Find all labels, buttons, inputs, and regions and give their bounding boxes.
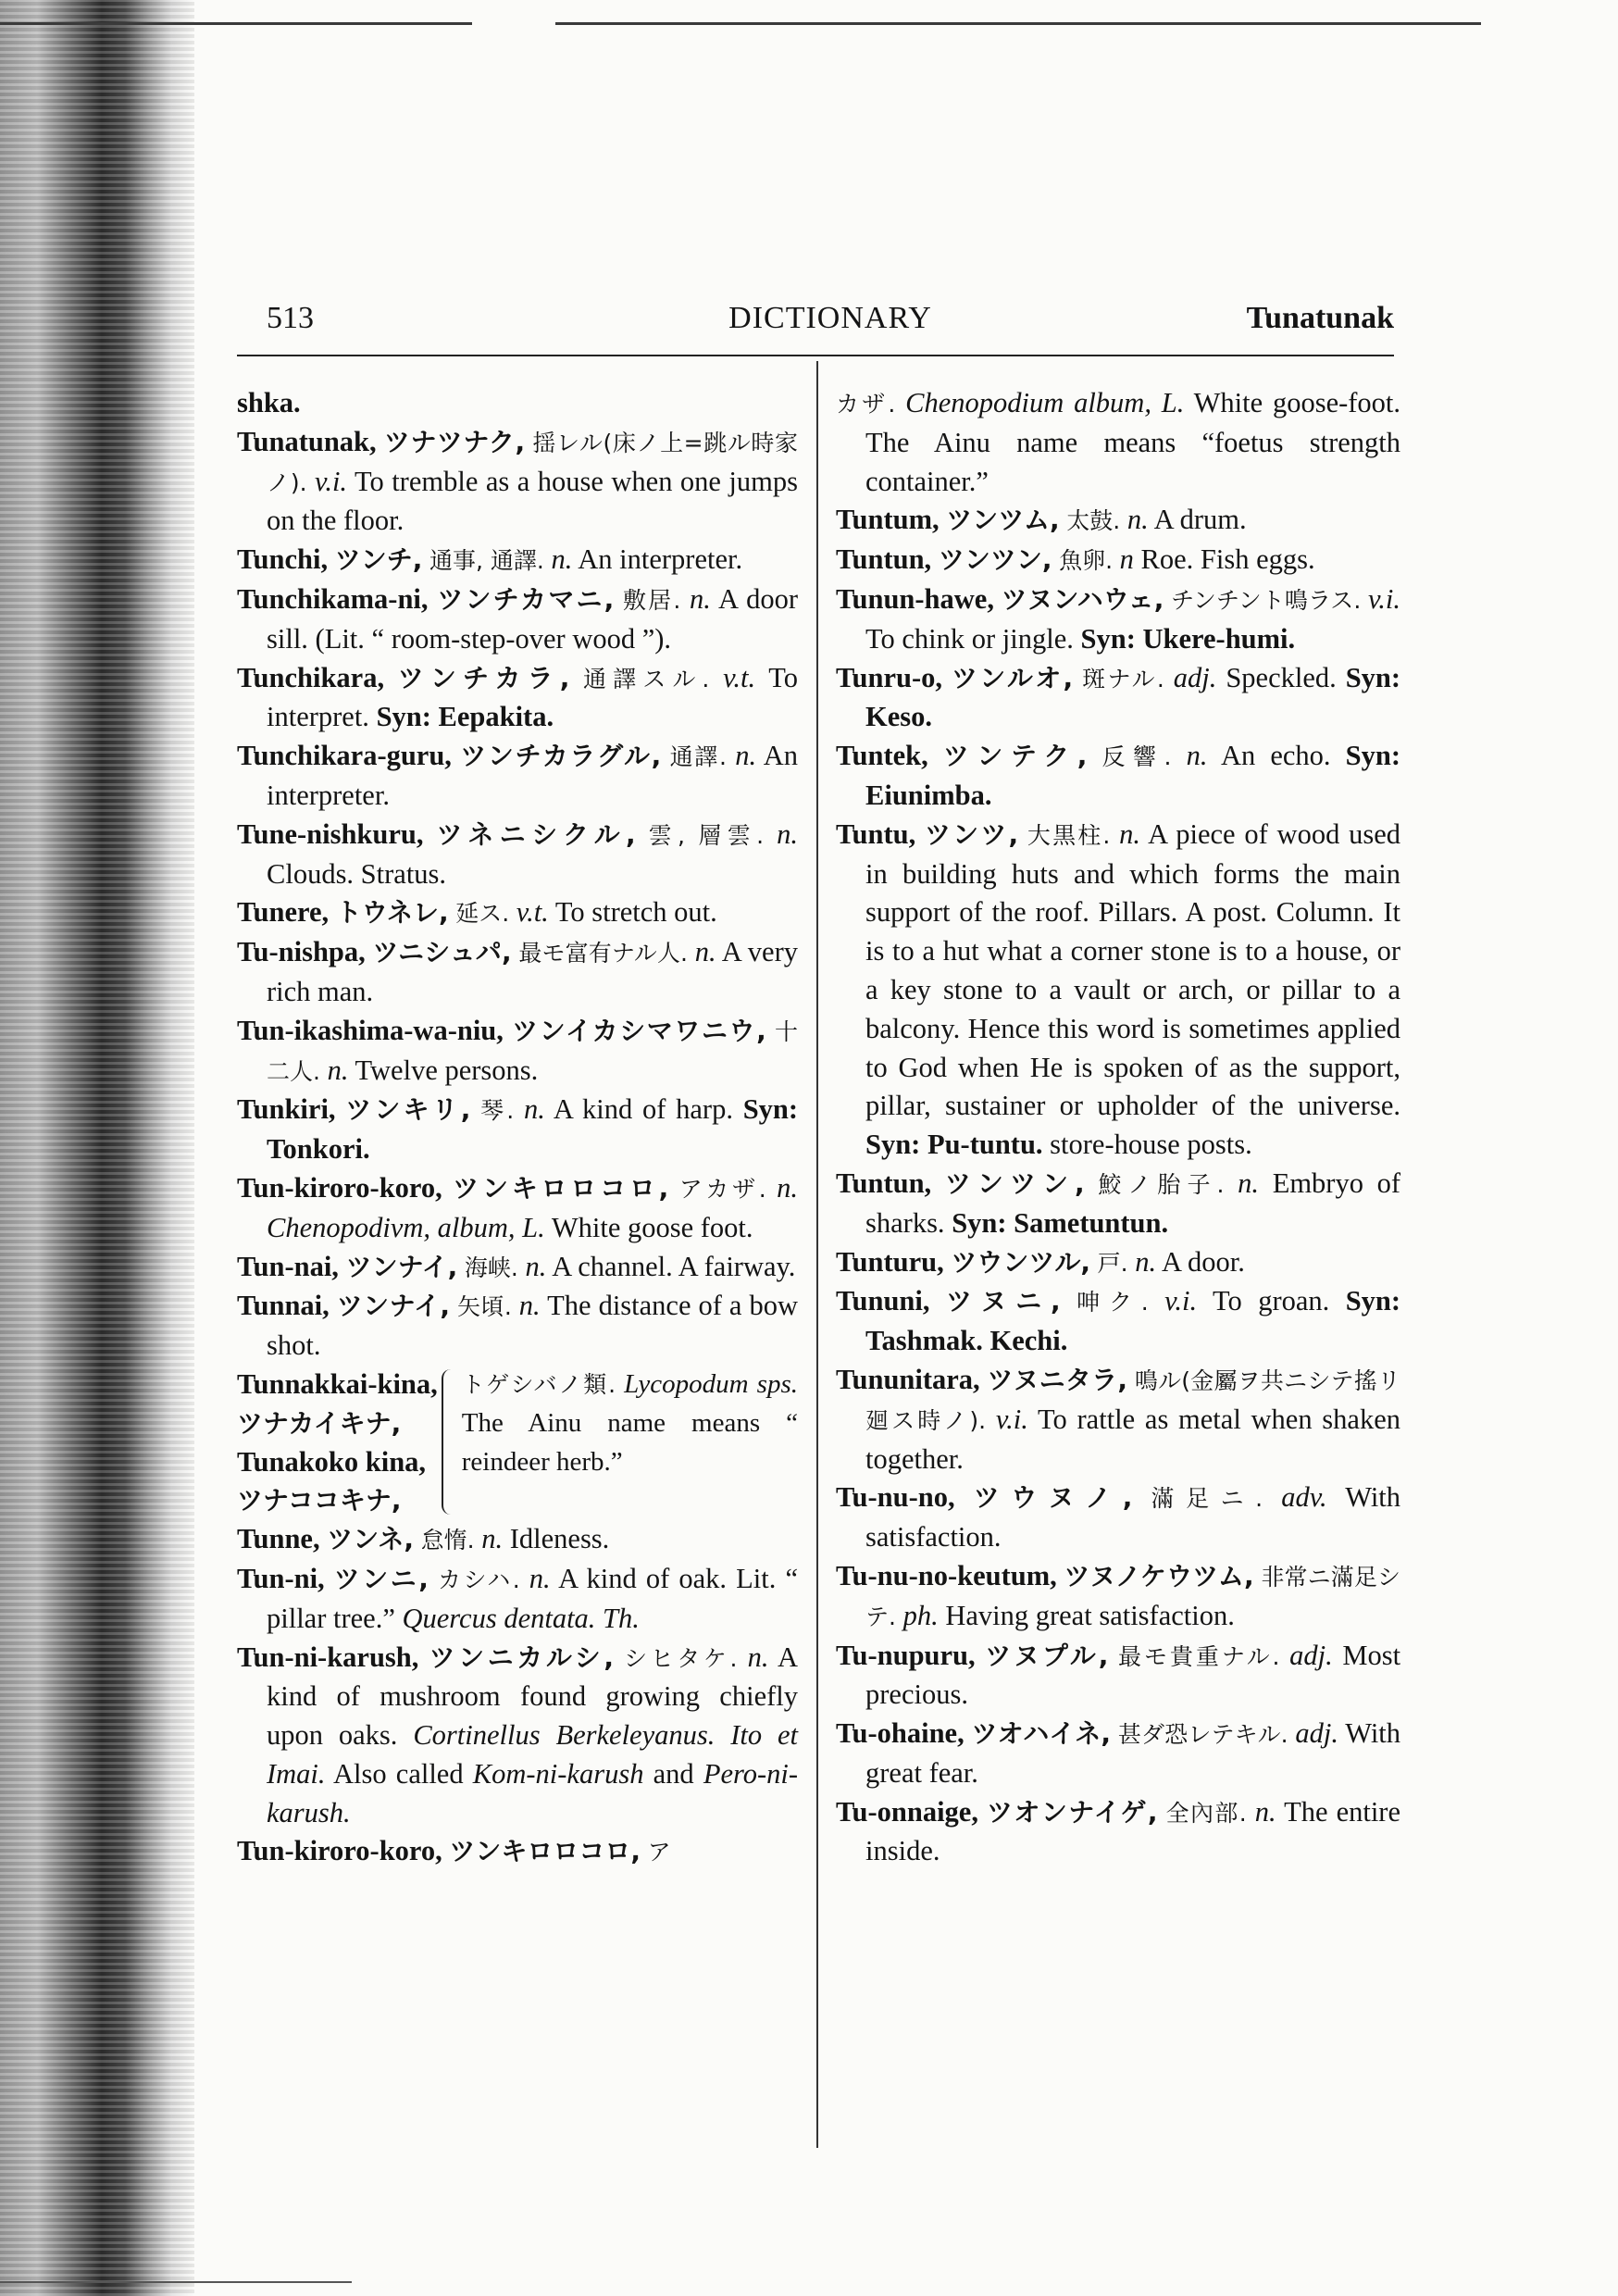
japanese-gloss: 太鼓. (1066, 507, 1121, 535)
definition: To tremble as a house when one jumps on the floor. (267, 465, 799, 537)
dictionary-entry (237, 737, 798, 816)
japanese-gloss: 戸. (1097, 1249, 1128, 1277)
braced-headwords (237, 1366, 438, 1520)
definition: The Ainu name means “ reindeer herb.” (461, 1407, 798, 1477)
synonym: Sametuntun. (1014, 1206, 1169, 1239)
part-of-speech: n. (518, 1290, 541, 1322)
also-called: Also called (333, 1757, 464, 1790)
part-of-speech: n. (777, 817, 798, 850)
japanese-gloss: 海峡. (464, 1254, 518, 1281)
part-of-speech: n. (529, 1562, 551, 1594)
katakana: ツンニ, (333, 1563, 429, 1594)
synonym: Ukere-humi. (1142, 622, 1296, 655)
katakana: ツンネ, (327, 1524, 415, 1555)
synonym: Eiunimba. (865, 779, 992, 811)
katakana: ツンチカラ, (397, 662, 570, 693)
part-of-speech: n. (551, 543, 573, 576)
katakana: ツンルオ, (951, 662, 1074, 693)
dictionary-entry (237, 1248, 798, 1288)
dictionary-entry (836, 1637, 1400, 1716)
japanese-gloss: 雲, 層雲. (648, 821, 765, 849)
headword: Tunru-o, (836, 661, 943, 693)
headword: Tu-nishpa, (237, 936, 366, 968)
headword: Tunchikara-guru, (237, 740, 452, 772)
scan-top-edge-line (555, 22, 1481, 25)
japanese-gloss: アカザ. (678, 1175, 766, 1203)
dictionary-entry (836, 1165, 1400, 1243)
headword: Tun-kiroro-koro, (237, 1835, 442, 1867)
part-of-speech: n. (481, 1523, 504, 1555)
katakana: ツナツナク, (383, 426, 526, 457)
headword: Tunkiri, (237, 1093, 336, 1126)
part-of-speech: ph. (902, 1599, 939, 1631)
katakana: ツナカイキナ, (237, 1407, 402, 1439)
definition: To interpret. (267, 661, 799, 733)
dictionary-entry (836, 1243, 1400, 1283)
part-of-speech: n. (777, 1171, 799, 1204)
japanese-gloss: 最モ富有ナル人. (518, 940, 688, 967)
part-of-speech: v.i. (995, 1403, 1028, 1435)
synonym-label: Syn: (952, 1206, 1007, 1239)
variant-form: Pero-ni-karush. (267, 1757, 799, 1828)
japanese-gloss: 全內部. (1165, 1799, 1247, 1827)
dictionary-entry (836, 580, 1400, 659)
japanese-gloss: 通譯スル. (583, 665, 710, 693)
part-of-speech: n. (735, 740, 757, 772)
katakana: ツンチカラグル, (460, 741, 662, 772)
headword: Tunne, (237, 1523, 320, 1555)
headword: Tuntum, (836, 504, 940, 536)
katakana: ツンツン, (944, 1167, 1085, 1199)
definition: A kind of harp. (553, 1093, 733, 1126)
right-column (836, 384, 1400, 1871)
japanese-gloss: カシハ. (438, 1566, 520, 1593)
scan-top-edge-line (0, 22, 472, 25)
headword: Tuntun, (836, 1167, 932, 1199)
synonym-label: Syn: (742, 1093, 799, 1126)
katakana: ツンイカシマワニウ, (512, 1015, 766, 1046)
dictionary-entry (237, 1639, 798, 1833)
part-of-speech: v.i. (1164, 1285, 1198, 1317)
katakana: ツンツ, (925, 818, 1019, 850)
part-of-speech: v.t. (723, 661, 756, 693)
part-of-speech: adj. (1289, 1639, 1333, 1671)
headword: Tuntu, (836, 817, 916, 850)
definition: Speckled. (1226, 661, 1337, 693)
page-number: 513 (267, 301, 314, 335)
japanese-gloss: 矢頃. (457, 1293, 512, 1321)
dictionary-entry (237, 1012, 798, 1092)
definition: A kind of oak. Lit. “ pillar tree.” (267, 1562, 798, 1634)
katakana: ツンナイ, (336, 1291, 451, 1322)
katakana: ツンキリ, (345, 1094, 471, 1126)
japanese-gloss: 斑ナル. (1082, 665, 1164, 693)
katakana: ツウヌノ, (973, 1482, 1133, 1514)
definition: The distance of a bow shot. (267, 1290, 799, 1362)
japanese-gloss: 非常ニ滿足シテ. (865, 1563, 1401, 1630)
dictionary-entry (237, 1560, 798, 1639)
part-of-speech: n. (327, 1054, 349, 1086)
definition: A channel. A fairway. (552, 1250, 796, 1282)
dictionary-entry (237, 1287, 798, 1366)
definition: Having great satisfaction. (945, 1599, 1235, 1631)
part-of-speech: n. (1186, 740, 1208, 772)
definition: An interpreter. (267, 740, 798, 811)
headword: Tunere, (237, 896, 330, 929)
dictionary-entry (237, 580, 798, 659)
braced-definition (462, 1366, 798, 1520)
dictionary-entry (237, 816, 798, 894)
dictionary-entry (836, 1793, 1400, 1872)
dictionary-entry (237, 1091, 798, 1169)
latin-name: Chenopodium album, L. (905, 387, 1185, 418)
headword: Tunchikara, (237, 661, 385, 693)
japanese-gloss: 揺レル(床ノ上=跳ル時家ノ). (267, 429, 799, 496)
part-of-speech: v.t. (516, 896, 549, 929)
japanese-gloss: 滿足ニ. (1151, 1485, 1263, 1513)
katakana: ツンキロロコロ, (453, 1172, 669, 1204)
definition: With great fear. (865, 1717, 1401, 1789)
part-of-speech: n. (1119, 817, 1141, 850)
synonym-label: Syn: (865, 1129, 921, 1161)
japanese-gloss: トゲシバノ類. (461, 1370, 616, 1398)
japanese-gloss: 甚ダ恐レテキル. (1117, 1721, 1288, 1749)
synonym-label: Syn: (1345, 661, 1401, 693)
japanese-gloss: 十二人. (267, 1017, 799, 1085)
katakana: ツネニシクル, (436, 818, 636, 850)
japanese-gloss: 延ス. (455, 900, 510, 928)
dictionary-entry (836, 1361, 1400, 1479)
katakana: ツンチ, (334, 544, 423, 576)
headword: Tu-nupuru, (836, 1639, 976, 1671)
japanese-gloss: 呻ク. (1077, 1289, 1149, 1316)
definition: An interpreter. (578, 543, 743, 576)
headword: Tunun-hawe, (836, 582, 994, 615)
katakana: ツンテク, (942, 741, 1088, 772)
katakana: ツンチカマニ, (437, 583, 615, 615)
headword: Tu-ohaine, (836, 1717, 965, 1750)
definition-tail: store-house posts. (1050, 1129, 1252, 1161)
definition: To stretch out. (554, 896, 717, 929)
latin-name: Chenopodivm, album, L. (267, 1211, 545, 1243)
japanese-gloss: カザ. (836, 391, 896, 418)
dictionary-entry (237, 893, 798, 933)
definition: To chink or jingle. (865, 622, 1074, 655)
japanese-gloss: シヒタケ. (624, 1644, 738, 1672)
katakana: ツンツム, (946, 505, 1060, 536)
definition: Idleness. (509, 1523, 610, 1555)
latin-name: Quercus dentata. Th. (402, 1602, 640, 1634)
definition: To groan. (1213, 1285, 1330, 1317)
japanese-gloss: 最モ貴重ナル. (1117, 1642, 1280, 1670)
page-title: DICTIONARY (728, 301, 932, 335)
part-of-speech: n. (694, 936, 716, 968)
katakana: ツンナイ, (345, 1251, 458, 1282)
part-of-speech: n. (1254, 1795, 1276, 1828)
headword: Tuntun, (836, 543, 932, 576)
katakana: ツンニカルシ, (429, 1641, 614, 1673)
definition: Roe. Fish eggs. (1140, 543, 1315, 576)
guide-word: Tunatunak (1246, 301, 1394, 335)
definition: With satisfaction. (865, 1481, 1401, 1554)
japanese-gloss: 魚卵. (1059, 547, 1114, 575)
variant-form: Kom-ni-karush (472, 1757, 644, 1790)
latin-name: Cortinellus Berkeleyanus. Ito et Imai. (267, 1719, 799, 1790)
headword: Tun-ni-karush, (237, 1641, 419, 1673)
part-of-speech: adj. (1173, 661, 1217, 693)
definition: White goose foot. (551, 1211, 753, 1243)
dictionary-entry (836, 659, 1400, 738)
running-head (267, 301, 1394, 345)
headword: Tune-nishkuru, (237, 817, 424, 850)
definition: Most precious. (865, 1639, 1401, 1711)
synonym: Eepakita. (438, 701, 554, 733)
definition: White goose-foot. The Ainu name means “foetus strength container.” (865, 387, 1401, 497)
headword: Tun-ikashima-wa-niu, (237, 1014, 504, 1046)
headword: Tunnai, (237, 1290, 330, 1322)
definition: A door. (1162, 1245, 1245, 1278)
definition: To rattle as metal when shaken together. (865, 1403, 1401, 1475)
japanese-gloss: 反響. (1101, 743, 1172, 771)
definition: Embryo of sharks. (865, 1167, 1401, 1239)
japanese-gloss: 琴. (480, 1097, 515, 1125)
synonym-label: Syn: (1345, 740, 1401, 772)
japanese-gloss: 通譯. (669, 743, 727, 771)
dictionary-entry (836, 1282, 1400, 1361)
katakana: ツニシュパ, (372, 937, 512, 968)
definition: A kind of mushroom found growing chiefly upon oaks. (267, 1641, 799, 1752)
part-of-speech: n. (1126, 504, 1149, 536)
definition: Clouds. Stratus. (267, 857, 447, 890)
headword: Tun-nai, (237, 1250, 339, 1282)
dictionary-entry (836, 1479, 1400, 1557)
left-column (237, 384, 798, 1872)
japanese-gloss: 大黒柱. (1027, 821, 1111, 849)
dictionary-entry (836, 737, 1400, 816)
synonym: Pu-tuntu. (927, 1129, 1043, 1161)
japanese-gloss: 鳴ル(金屬ヲ共ニシテ搖リ廻ス時ノ). (865, 1366, 1400, 1434)
headword: Tu-nu-no-keutum, (836, 1559, 1057, 1591)
definition: An echo. (1220, 740, 1331, 772)
headword: Tunturu, (836, 1245, 944, 1278)
scan-bottom-edge-line (0, 2281, 352, 2283)
japanese-gloss: 怠惰. (420, 1527, 475, 1554)
synonym-label: Syn: (1080, 622, 1136, 655)
part-of-speech: n. (690, 582, 711, 615)
headword: Tunakoko kina, (237, 1445, 427, 1478)
katakana: ツンツン, (938, 544, 1052, 576)
part-of-speech: v.i. (1368, 582, 1401, 615)
dictionary-entry (237, 541, 798, 580)
dictionary-entry (836, 501, 1400, 541)
part-of-speech: n. (1135, 1245, 1157, 1278)
japanese-gloss: ア (647, 1839, 671, 1866)
definition: The entire inside. (865, 1795, 1400, 1867)
part-of-speech: n. (525, 1250, 547, 1282)
part-of-speech: n (1119, 543, 1134, 576)
katakana: ツオハイネ, (971, 1718, 1112, 1750)
part-of-speech: v.i. (315, 465, 348, 497)
part-of-speech: n. (523, 1093, 545, 1126)
headword: Tunchikama-ni, (237, 582, 429, 615)
definition: A piece of wood used in building huts and which forms the main support of the roof. Pillars. A post. Column. It is to a hut what a corner stone is to a house, or a key stone to a vault or arch, or pillar to a balcony. Hence this word is sometimes applied to God when He is spoken of as the support, pillar, sustainer or upholder of the universe. (865, 817, 1401, 1122)
braced-entry (237, 1366, 798, 1520)
headword: shka. (237, 387, 301, 418)
dictionary-entry (836, 1715, 1400, 1793)
headword: Tununi, (836, 1285, 930, 1317)
conjunction: and (653, 1757, 694, 1790)
katakana: トウネレ, (335, 897, 449, 929)
synonym-label: Syn: (376, 701, 431, 733)
definition: A very rich man. (267, 936, 798, 1007)
dictionary-entry (836, 1557, 1400, 1637)
curly-brace (442, 1369, 456, 1515)
synonym-label: Syn: (1345, 1285, 1401, 1317)
latin-name: Lycopodum sps. (624, 1368, 798, 1399)
headword: Tunatunak, (237, 425, 377, 457)
part-of-speech: n. (1238, 1167, 1260, 1199)
definition: A drum. (1153, 504, 1247, 536)
katakana: ツヌノケウツム, (1064, 1560, 1254, 1591)
part-of-speech: n. (747, 1641, 769, 1673)
dictionary-entry (237, 1520, 798, 1560)
katakana: ツヌニ, (945, 1286, 1061, 1317)
headword: Tun-kiroro-koro, (237, 1171, 442, 1204)
katakana: ツンキロロコロ, (449, 1836, 641, 1867)
header-rule (237, 355, 1394, 356)
column-divider (816, 361, 818, 2148)
definition: Twelve persons. (355, 1054, 539, 1086)
dictionary-entry (237, 423, 798, 541)
katakana: ツオンナイゲ, (987, 1796, 1158, 1828)
part-of-speech: adv. (1281, 1481, 1327, 1514)
headword: Tunnakkai-kina, (237, 1367, 438, 1400)
headword: Tununitara, (836, 1363, 980, 1395)
japanese-gloss: 通事, 通譯. (429, 547, 544, 575)
headword: Tu-onnaige, (836, 1795, 978, 1828)
dictionary-entry-continuation (836, 384, 1400, 501)
katakana: ツウンツル, (951, 1246, 1090, 1278)
dictionary-entry (237, 933, 798, 1012)
dictionary-entry (237, 1832, 798, 1872)
japanese-gloss: チンチント鳴ラス. (1171, 586, 1362, 614)
japanese-gloss: 敷居. (623, 586, 681, 614)
headword: Tuntek, (836, 740, 928, 772)
dictionary-entry (836, 541, 1400, 580)
katakana: ツナココキナ, (237, 1485, 402, 1516)
dictionary-entry (237, 384, 798, 423)
japanese-gloss: 鮫ノ胎子. (1098, 1170, 1225, 1198)
synonym: Tashmak. Kechi. (865, 1325, 1068, 1357)
dictionary-entry (237, 659, 798, 738)
synonym: Keso. (865, 701, 933, 733)
dictionary-entry (237, 1169, 798, 1248)
definition: A door sill. (Lit. “ room-step-over wood ”). (267, 582, 799, 655)
headword: Tun-ni, (237, 1562, 325, 1594)
headword: Tunchi, (237, 543, 329, 576)
headword: Tu-nu-no, (836, 1481, 955, 1514)
katakana: ツヌプル, (985, 1640, 1109, 1671)
dictionary-entry (836, 816, 1400, 1165)
katakana: ツヌンハウェ, (1001, 583, 1164, 615)
katakana: ツヌニタラ, (987, 1364, 1127, 1395)
part-of-speech: adj. (1295, 1717, 1339, 1750)
synonym: Tonkori. (267, 1133, 370, 1166)
scan-gutter-texture (0, 0, 194, 2296)
